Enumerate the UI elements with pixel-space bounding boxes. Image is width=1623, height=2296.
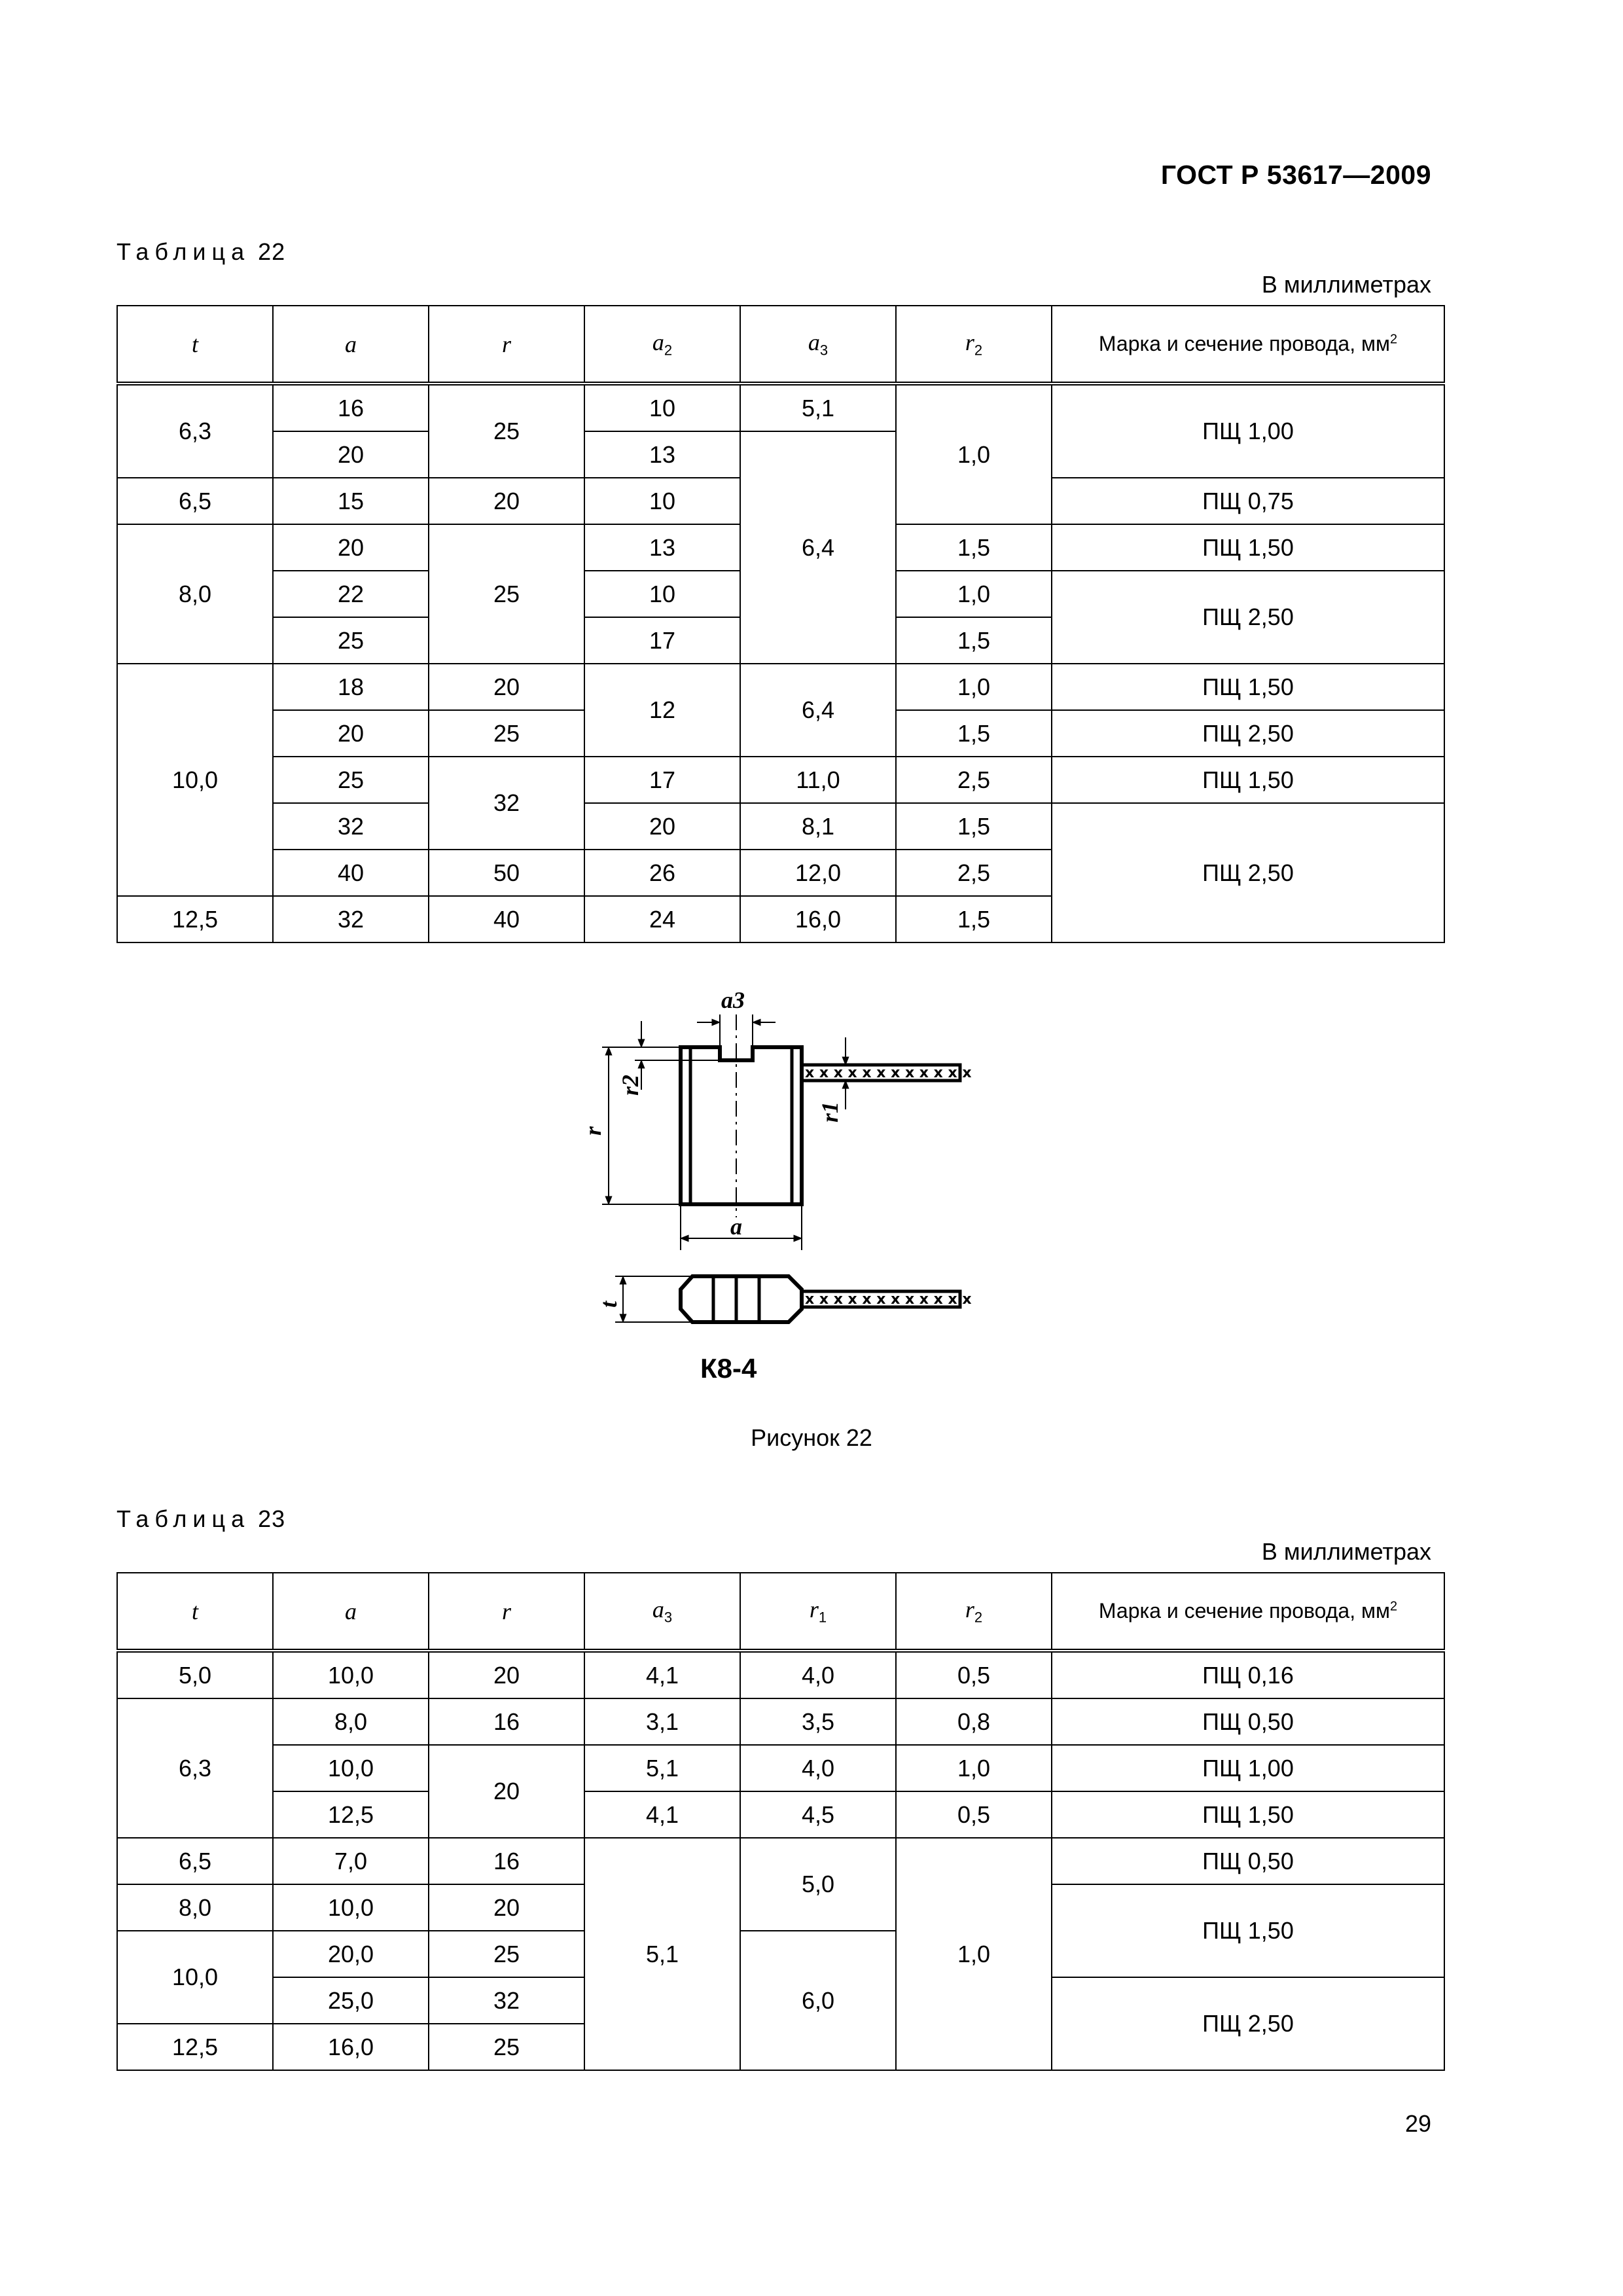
cell: 25 bbox=[429, 384, 584, 478]
header-r2: $r_2$ bbox=[896, 1573, 1052, 1651]
cell: 10 bbox=[584, 571, 740, 617]
cell: 2,5 bbox=[896, 757, 1052, 803]
header-r: r bbox=[429, 1573, 584, 1651]
cell: 17 bbox=[584, 757, 740, 803]
cell: ПЩ 1,50 bbox=[1052, 1884, 1444, 1977]
table-23 bbox=[116, 1572, 1445, 2071]
table-caption-word: Таблица bbox=[116, 1505, 251, 1532]
table-row bbox=[117, 1745, 1444, 1791]
header-r2: $r_2$ bbox=[896, 306, 1052, 384]
cell: 12,0 bbox=[740, 850, 896, 896]
cell: 16 bbox=[429, 1838, 584, 1884]
cell: 5,1 bbox=[740, 384, 896, 431]
cell: 8,0 bbox=[117, 1884, 273, 1931]
cell: 17 bbox=[584, 617, 740, 664]
cell: 22 bbox=[273, 571, 429, 617]
header-r: r bbox=[429, 306, 584, 384]
cell: 20 bbox=[273, 524, 429, 571]
cell: 32 bbox=[429, 757, 584, 850]
cell: 6,5 bbox=[117, 478, 273, 524]
cell: 20 bbox=[273, 710, 429, 757]
header-a: a bbox=[273, 306, 429, 384]
cell: 20 bbox=[429, 664, 584, 710]
cell: 10,0 bbox=[117, 1931, 273, 2024]
cell: 20 bbox=[429, 1745, 584, 1838]
cell: 12,5 bbox=[273, 1791, 429, 1838]
cell: 25 bbox=[429, 2024, 584, 2070]
cell: 6,5 bbox=[117, 1838, 273, 1884]
cell: 12,5 bbox=[117, 2024, 273, 2070]
page-number: 29 bbox=[1404, 2110, 1431, 2137]
cell: 4,0 bbox=[740, 1651, 896, 1698]
table-22-units: В миллиметрах bbox=[1261, 271, 1431, 298]
cell: 8,0 bbox=[117, 524, 273, 664]
cell: 1,0 bbox=[896, 384, 1052, 524]
header-a: a bbox=[273, 1573, 429, 1651]
cell: 10 bbox=[584, 478, 740, 524]
table-23-units: В миллиметрах bbox=[1261, 1538, 1431, 1565]
cell: ПЩ 1,50 bbox=[1052, 524, 1444, 571]
cell: 4,1 bbox=[584, 1651, 740, 1698]
cell: 20 bbox=[429, 1651, 584, 1698]
cell: 0,5 bbox=[896, 1651, 1052, 1698]
cell: ПЩ 1,50 bbox=[1052, 757, 1444, 803]
table-caption-word: Таблица bbox=[116, 238, 251, 265]
cell: 25 bbox=[273, 617, 429, 664]
cell: 16 bbox=[429, 1698, 584, 1745]
table-row bbox=[117, 803, 1444, 850]
cell: 4,1 bbox=[584, 1791, 740, 1838]
cell: 32 bbox=[273, 803, 429, 850]
wire-strands bbox=[805, 1065, 972, 1081]
cell: 18 bbox=[273, 664, 429, 710]
table-row bbox=[117, 757, 1444, 803]
header-wire-grade: Марка и сечение провода, $мм^2$ bbox=[1052, 306, 1444, 384]
cell: 50 bbox=[429, 850, 584, 896]
cell: 1,5 bbox=[896, 896, 1052, 942]
terminal-drawing-figure bbox=[576, 975, 982, 1407]
cell: 5,1 bbox=[584, 1838, 740, 2070]
cell: 0,5 bbox=[896, 1791, 1052, 1838]
cell: 13 bbox=[584, 431, 740, 478]
cell: 6,4 bbox=[740, 664, 896, 757]
cell: ПЩ 2,50 bbox=[1052, 1977, 1444, 2070]
header-t: t bbox=[117, 1573, 273, 1651]
table-header-row bbox=[117, 1573, 1444, 1651]
cell: 1,5 bbox=[896, 524, 1052, 571]
cell: 32 bbox=[273, 896, 429, 942]
table-row bbox=[117, 1651, 1444, 1698]
cell: 40 bbox=[273, 850, 429, 896]
cell: 10,0 bbox=[273, 1745, 429, 1791]
cell: 5,1 bbox=[584, 1745, 740, 1791]
cell: 20 bbox=[429, 1884, 584, 1931]
table-22 bbox=[116, 305, 1445, 943]
cell: 4,0 bbox=[740, 1745, 896, 1791]
cell: 12 bbox=[584, 664, 740, 757]
cell: ПЩ 1,50 bbox=[1052, 664, 1444, 710]
cell: ПЩ 0,50 bbox=[1052, 1838, 1444, 1884]
table-row bbox=[117, 1838, 1444, 1884]
cell: 24 bbox=[584, 896, 740, 942]
header-r1: $r_1$ bbox=[740, 1573, 896, 1651]
cell: 15 bbox=[273, 478, 429, 524]
cell: 3,5 bbox=[740, 1698, 896, 1745]
cell: 1,0 bbox=[896, 1745, 1052, 1791]
cell: 25 bbox=[273, 757, 429, 803]
label-r2: r2 bbox=[617, 1074, 643, 1096]
dimension-lines bbox=[602, 1014, 851, 1250]
cell: 12,5 bbox=[117, 896, 273, 942]
cell: 25 bbox=[429, 1931, 584, 1977]
cell: 1,5 bbox=[896, 710, 1052, 757]
cell: 16,0 bbox=[740, 896, 896, 942]
cell: 16 bbox=[273, 384, 429, 431]
cell: ПЩ 0,50 bbox=[1052, 1698, 1444, 1745]
cell: 7,0 bbox=[273, 1838, 429, 1884]
cell: 20 bbox=[584, 803, 740, 850]
cell: 0,8 bbox=[896, 1698, 1052, 1745]
cell: 25 bbox=[429, 524, 584, 664]
cell: 6,3 bbox=[117, 1698, 273, 1838]
cell: 20 bbox=[429, 478, 584, 524]
cell: 8,1 bbox=[740, 803, 896, 850]
cell: ПЩ 0,75 bbox=[1052, 478, 1444, 524]
cell: 5,0 bbox=[117, 1651, 273, 1698]
cell: ПЩ 2,50 bbox=[1052, 803, 1444, 942]
header-t: t bbox=[117, 306, 273, 384]
label-r: r bbox=[580, 1126, 606, 1136]
cell: 40 bbox=[429, 896, 584, 942]
cell: 5,0 bbox=[740, 1838, 896, 1931]
cell: 10,0 bbox=[117, 664, 273, 896]
cell: 8,0 bbox=[273, 1698, 429, 1745]
header-wire-grade: Марка и сечение провода, $мм^2$ bbox=[1052, 1573, 1444, 1651]
cell: 32 bbox=[429, 1977, 584, 2024]
table-caption-number: 22 bbox=[258, 238, 286, 265]
table-row bbox=[117, 1791, 1444, 1838]
figure-caption: Рисунок 22 bbox=[751, 1424, 872, 1451]
cell: ПЩ 1,00 bbox=[1052, 384, 1444, 478]
cell: 2,5 bbox=[896, 850, 1052, 896]
cell: 20 bbox=[273, 431, 429, 478]
cell: 1,0 bbox=[896, 1838, 1052, 2070]
label-a3: a3 bbox=[721, 987, 745, 1013]
cell: 16,0 bbox=[273, 2024, 429, 2070]
header-a3: $a_3$ bbox=[740, 306, 896, 384]
cell: 4,5 bbox=[740, 1791, 896, 1838]
cell: 11,0 bbox=[740, 757, 896, 803]
cell: 6,4 bbox=[740, 431, 896, 664]
table-row bbox=[117, 1698, 1444, 1745]
header-a3: $a_3$ bbox=[584, 1573, 740, 1651]
cell: 13 bbox=[584, 524, 740, 571]
cell: ПЩ 1,00 bbox=[1052, 1745, 1444, 1791]
standard-number: ГОСТ Р 53617—2009 bbox=[1160, 160, 1431, 190]
cell: 10,0 bbox=[273, 1651, 429, 1698]
label-t: t bbox=[596, 1300, 622, 1308]
cell: 10 bbox=[584, 384, 740, 431]
cell: 20,0 bbox=[273, 1931, 429, 1977]
cell: 25 bbox=[429, 710, 584, 757]
model-label: К8-4 bbox=[700, 1353, 757, 1384]
cell: ПЩ 2,50 bbox=[1052, 571, 1444, 664]
table-23-caption bbox=[116, 1505, 285, 1533]
table-row bbox=[117, 384, 1444, 431]
cell: 10,0 bbox=[273, 1884, 429, 1931]
table-header-row bbox=[117, 306, 1444, 384]
cell: 1,5 bbox=[896, 617, 1052, 664]
table-row bbox=[117, 664, 1444, 710]
cell: 25,0 bbox=[273, 1977, 429, 2024]
table-22-caption bbox=[116, 238, 285, 266]
side-wire-strand-pattern: x x x x x x x x x x x x bbox=[805, 1291, 972, 1308]
label-a: a bbox=[730, 1213, 742, 1240]
table-caption-number: 23 bbox=[258, 1505, 286, 1532]
cell: 1,0 bbox=[896, 571, 1052, 617]
cell: 6,0 bbox=[740, 1931, 896, 2070]
cell: 3,1 bbox=[584, 1698, 740, 1745]
cell: ПЩ 0,16 bbox=[1052, 1651, 1444, 1698]
label-r1: r1 bbox=[817, 1101, 843, 1122]
cell: 6,3 bbox=[117, 384, 273, 478]
cell: 1,0 bbox=[896, 664, 1052, 710]
cell: ПЩ 2,50 bbox=[1052, 710, 1444, 757]
wire-strand-pattern: x x x x x x x x x x x x bbox=[805, 1065, 972, 1081]
cell: ПЩ 1,50 bbox=[1052, 1791, 1444, 1838]
header-a2: $a_2$ bbox=[584, 306, 740, 384]
cell: 1,5 bbox=[896, 803, 1052, 850]
cell: 26 bbox=[584, 850, 740, 896]
